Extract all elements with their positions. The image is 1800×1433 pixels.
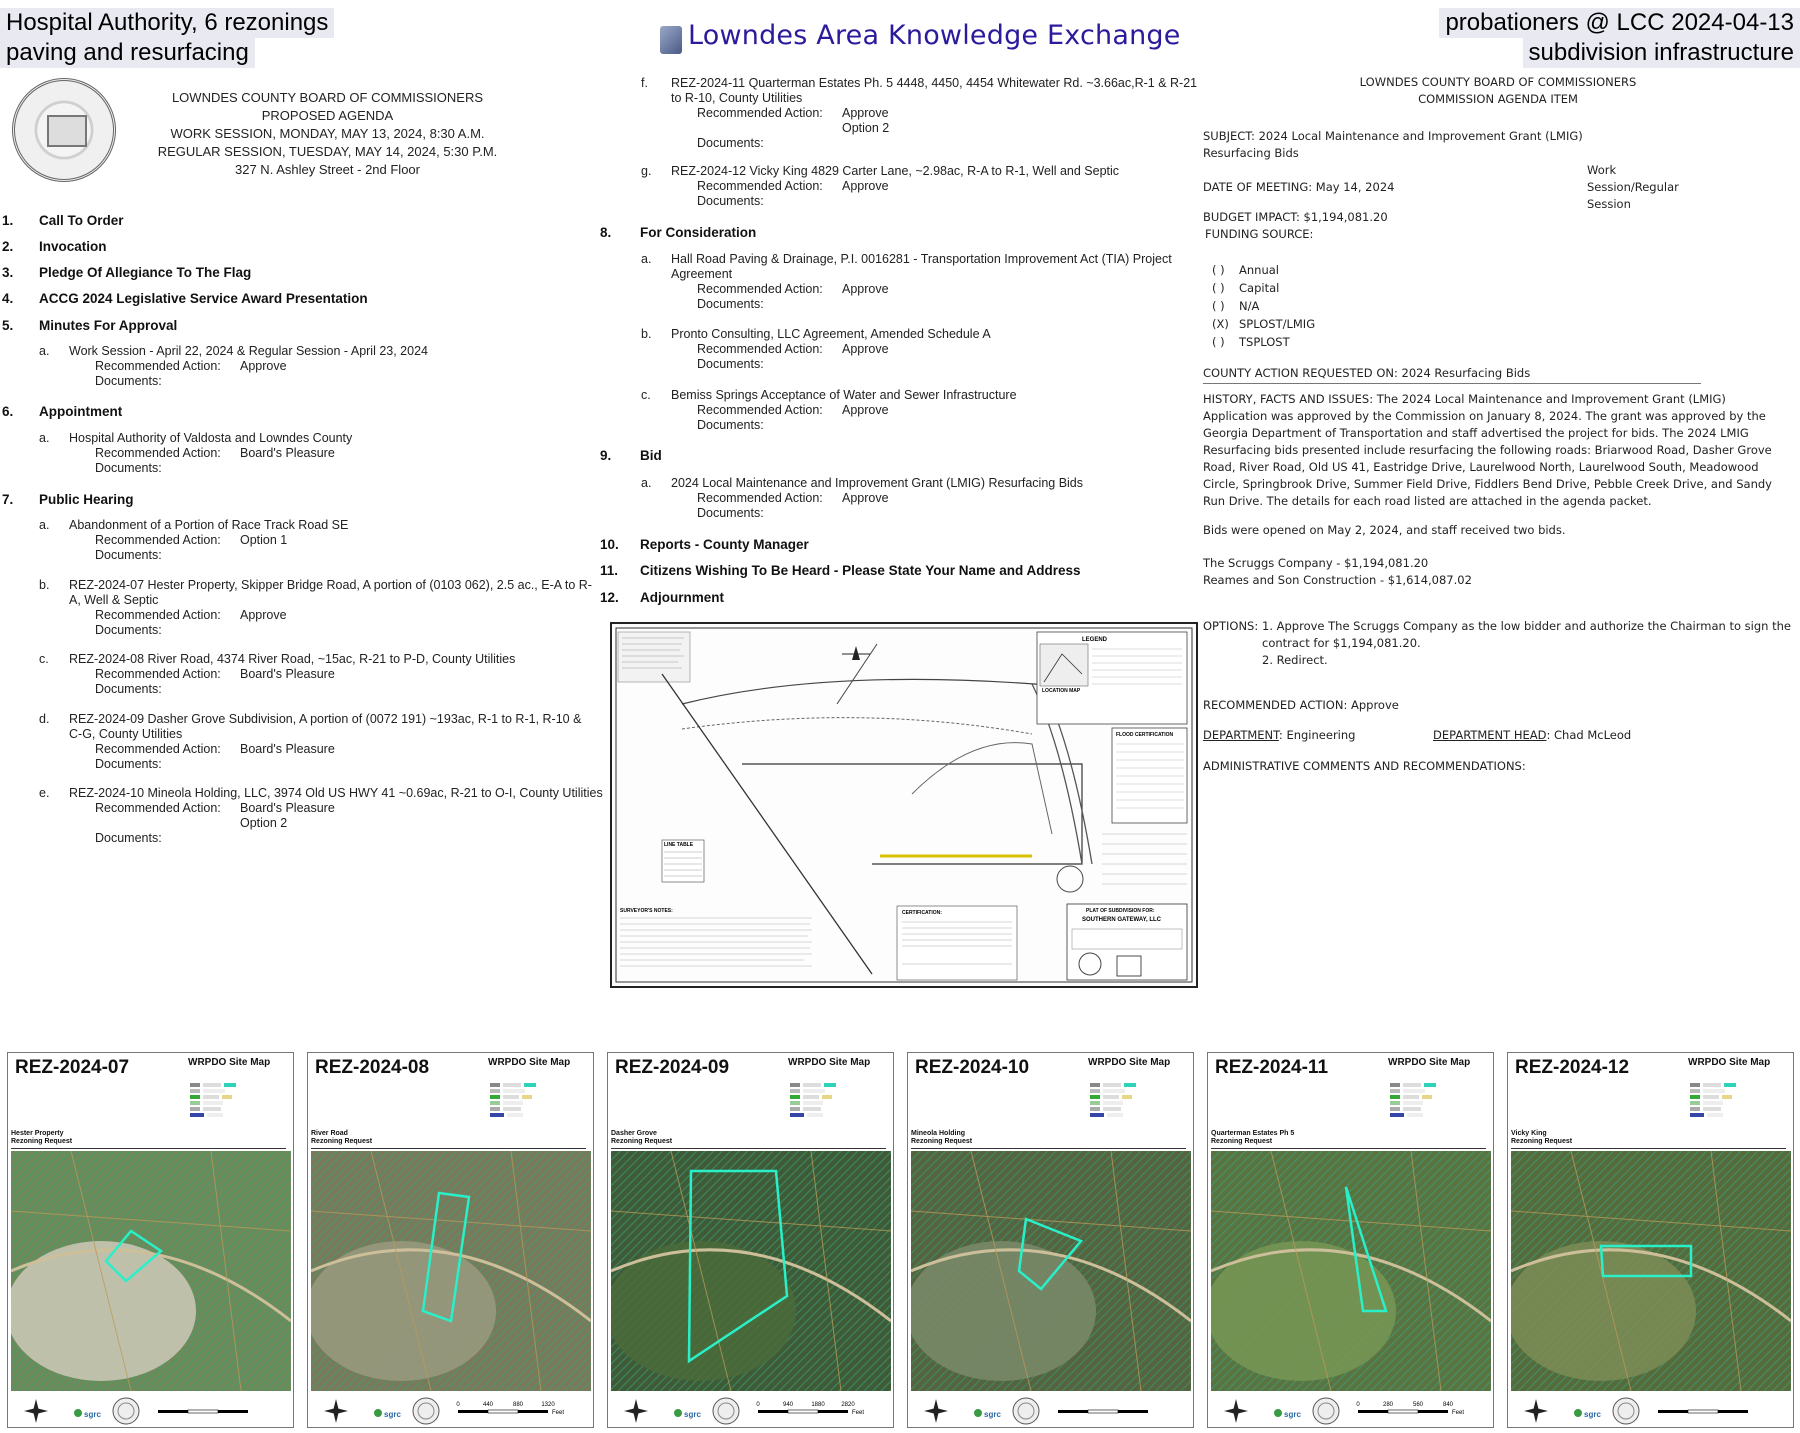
sgrc-logo-icon xyxy=(674,1409,701,1419)
rezoning-id: REZ-2024-08 xyxy=(315,1057,430,1078)
item-letter: c. xyxy=(641,388,651,402)
documents-label: Documents: xyxy=(697,136,764,150)
documents-label: Documents: xyxy=(95,682,162,696)
item-text: Work Session - April 22, 2024 & Regular Session - April 23, 2024 xyxy=(69,344,428,358)
documents-label: Documents: xyxy=(95,757,162,771)
north-arrow-icon xyxy=(1224,1399,1248,1423)
item-letter: a. xyxy=(641,252,652,266)
item-session: Work Session/Regular Session xyxy=(1587,163,1679,211)
rezoning-id: REZ-2024-07 xyxy=(15,1057,130,1078)
site-map-location: Quarterman Estates Ph 5 Rezoning Request xyxy=(1211,1130,1295,1145)
item-text: Pronto Consulting, LLC Agreement, Amended Schedule A xyxy=(671,327,991,341)
recommended-action-label: Recommended Action: xyxy=(95,446,221,460)
item-text: 2024 Local Maintenance and Improvement Grant (LMIG) Resurfacing Bids xyxy=(671,476,1084,490)
sgrc-logo-icon xyxy=(74,1409,101,1419)
sgrc-logo-icon xyxy=(374,1409,401,1419)
corner-top-left-2: paving and resurfacing xyxy=(0,38,255,68)
recommended-action-value: Option 1 xyxy=(240,533,288,547)
section-number: 3. xyxy=(2,265,14,280)
corner-top-right-2: subdivision infrastructure xyxy=(1523,38,1800,68)
item-header-line: LOWNDES COUNTY BOARD OF COMMISSIONERS xyxy=(1359,75,1637,89)
documents-label: Documents: xyxy=(95,374,162,388)
documents-label: Documents: xyxy=(95,461,162,475)
brand-header[interactable] xyxy=(660,20,1181,54)
recommended-action-label: Recommended Action: xyxy=(697,491,823,505)
section-title: Citizens Wishing To Be Heard - Please State Your Name and Address xyxy=(640,563,1081,578)
agenda-header-line: REGULAR SESSION, TUESDAY, MAY 14, 2024, 5:30 P.M. xyxy=(157,144,498,159)
department-head-value: : Chad McLeod xyxy=(1546,728,1632,742)
recommended-action-value: Approve xyxy=(842,179,889,193)
item-text: Hall Road Paving & Drainage, P.I. 0016281 - Transportation Improvement Act (TIA) Project Agreement xyxy=(671,252,1172,281)
aerial-map-image xyxy=(1511,1151,1791,1391)
plat-flood-label: FLOOD CERTIFICATION xyxy=(1116,732,1174,738)
section-number: 9. xyxy=(600,448,612,463)
item-letter: a. xyxy=(39,431,50,445)
svg-text:sgrc: sgrc xyxy=(1584,1410,1601,1419)
plat-owner-label: SOUTHERN GATEWAY, LLC xyxy=(1082,917,1162,923)
agenda-item[interactable] xyxy=(39,518,594,563)
scale-unit: Feet xyxy=(1452,1410,1465,1416)
county-seal-icon xyxy=(1613,1398,1639,1424)
section-number: 5. xyxy=(2,318,14,333)
section-title: Appointment xyxy=(39,404,123,419)
item-letter: d. xyxy=(39,712,50,726)
recommended-action-label: Recommended Action: xyxy=(95,742,221,756)
funding-option[interactable] xyxy=(1212,297,1315,315)
section-title: Bid xyxy=(640,448,662,463)
county-seal-icon xyxy=(12,78,116,182)
recommended-action-value: Approve xyxy=(240,608,287,622)
agenda-header-line: PROPOSED AGENDA xyxy=(261,108,394,123)
map-legend xyxy=(1090,1081,1186,1135)
plat-certification-label: CERTIFICATION: xyxy=(902,910,942,916)
brand-title: Lowndes Area Knowledge Exchange xyxy=(688,20,1181,51)
map-footer xyxy=(908,1393,1194,1428)
item-text: Bemiss Springs Acceptance of Water and Sewer Infrastructure xyxy=(671,388,1017,402)
item-bids-opened: Bids were opened on May 2, 2024, and staff received two bids. xyxy=(1203,523,1566,537)
section-number: 12. xyxy=(600,590,619,605)
scale-tick: 880 xyxy=(512,1402,524,1408)
agenda-item[interactable] xyxy=(39,786,609,846)
documents-label: Documents: xyxy=(697,194,764,208)
scale-tick: 940 xyxy=(782,1402,794,1408)
section-title: Call To Order xyxy=(39,213,124,228)
agenda-header xyxy=(150,89,505,179)
scale-tick: 280 xyxy=(1382,1402,1394,1408)
plat-drawing xyxy=(612,624,1196,986)
map-legend xyxy=(1390,1081,1486,1135)
department-head-label: DEPARTMENT HEAD xyxy=(1433,728,1547,742)
recommended-action-label: Recommended Action: xyxy=(697,106,823,120)
recommended-action-label: Recommended Action: xyxy=(95,667,221,681)
site-map-title: WRPDO Site Map xyxy=(1388,1057,1471,1068)
documents-label: Documents: xyxy=(95,623,162,637)
site-map-panel[interactable] xyxy=(1507,1052,1794,1428)
agenda-item[interactable] xyxy=(641,327,1191,372)
map-footer xyxy=(8,1393,294,1428)
recommended-action-label: Recommended Action: xyxy=(697,342,823,356)
documents-label: Documents: xyxy=(697,418,764,432)
county-seal-icon xyxy=(1313,1398,1339,1424)
recommended-action-value: Approve xyxy=(842,403,889,417)
documents-label: Documents: xyxy=(95,831,162,845)
scale-tick: 440 xyxy=(482,1402,494,1408)
map-legend xyxy=(490,1081,586,1135)
scale-bar xyxy=(1356,1402,1464,1416)
site-map-location: River Road Rezoning Request xyxy=(311,1130,373,1145)
item-subject: SUBJECT: 2024 Local Maintenance and Improvement Grant (LMIG) Resurfacing Bids xyxy=(1203,129,1583,160)
recommended-action-value: Board's Pleasure xyxy=(240,801,335,815)
scale-tick: 1320 xyxy=(541,1402,555,1408)
item-action-requested: COUNTY ACTION REQUESTED ON: 2024 Resurfacing Bids xyxy=(1203,365,1701,384)
site-map-panel[interactable] xyxy=(1207,1052,1494,1428)
item-text: REZ-2024-11 Quarterman Estates Ph. 5 4448, 4450, 4454 Whitewater Rd. ~3.66ac,R-1 & R-21 to R-10, County Utilities xyxy=(671,76,1198,105)
item-letter: a. xyxy=(641,476,652,490)
item-letter: a. xyxy=(39,344,50,358)
recommended-action-label: Recommended Action: xyxy=(95,533,221,547)
recommended-action-value: Approve xyxy=(842,282,889,296)
agenda-header-line: LOWNDES COUNTY BOARD OF COMMISSIONERS xyxy=(171,90,484,105)
agenda-item[interactable] xyxy=(39,578,594,638)
funding-checkbox[interactable]: ( ) xyxy=(1212,299,1225,313)
agenda-item[interactable] xyxy=(39,431,589,476)
svg-text:sgrc: sgrc xyxy=(984,1410,1001,1419)
item-text: REZ-2024-10 Mineola Holding, LLC, 3974 Old US HWY 41 ~0.69ac, R-21 to O-I, County Utilities xyxy=(69,786,603,800)
map-legend xyxy=(790,1081,886,1135)
item-department-head xyxy=(1433,727,1631,744)
scale-tick: 0 xyxy=(756,1402,760,1408)
recommended-action-value: Approve xyxy=(240,359,287,373)
rezoning-id: REZ-2024-09 xyxy=(615,1057,730,1078)
scale-bar xyxy=(756,1402,864,1416)
subdivision-plat-image xyxy=(610,622,1198,988)
map-legend xyxy=(1690,1081,1786,1135)
item-text: REZ-2024-12 Vicky King 4829 Carter Lane, ~2.98ac, R-A to R-1, Well and Septic xyxy=(671,164,1120,178)
department-value: : Engineering xyxy=(1278,728,1356,742)
recommended-action-label: Recommended Action: xyxy=(95,608,221,622)
site-map-title: WRPDO Site Map xyxy=(488,1057,571,1068)
documents-label: Documents: xyxy=(697,297,764,311)
item-recommended-action: RECOMMENDED ACTION: Approve xyxy=(1203,698,1399,712)
agenda-item[interactable] xyxy=(39,712,594,772)
scale-tick: 0 xyxy=(456,1402,460,1408)
recommended-action-value: Approve xyxy=(842,342,889,356)
north-arrow-icon xyxy=(24,1399,48,1423)
county-seal-icon xyxy=(113,1398,139,1424)
section-title: Adjournment xyxy=(640,590,724,605)
recommended-action-label: Recommended Action: xyxy=(95,359,221,373)
map-footer xyxy=(308,1393,594,1428)
recommended-action-value: Board's Pleasure xyxy=(240,667,335,681)
recommended-action-value: Option 2 xyxy=(842,121,890,135)
scale-tick: 840 xyxy=(1442,1402,1454,1408)
county-seal-icon xyxy=(713,1398,739,1424)
funding-option[interactable] xyxy=(1212,315,1315,333)
plat-legend-label: LEGEND xyxy=(1082,637,1108,643)
site-map-panel[interactable] xyxy=(307,1052,594,1428)
rezoning-id: REZ-2024-12 xyxy=(1515,1057,1630,1078)
item-text: Hospital Authority of Valdosta and Lowndes County xyxy=(69,431,353,445)
item-text: REZ-2024-08 River Road, 4374 River Road, ~15ac, R-21 to P-D, County Utilities xyxy=(69,652,516,666)
documents-label: Documents: xyxy=(95,548,162,562)
site-map-title: WRPDO Site Map xyxy=(1688,1057,1771,1068)
agenda-item[interactable] xyxy=(641,76,1201,151)
svg-text:sgrc: sgrc xyxy=(1284,1410,1301,1419)
map-footer xyxy=(1208,1393,1494,1428)
map-footer xyxy=(608,1393,894,1428)
item-history: HISTORY, FACTS AND ISSUES: The 2024 Local Maintenance and Improvement Grant (LMIG) Application was approved by the Commission on January 8, 2024. The grant was approved by the Georgia Department of Transportation and staff advertised the project for bids. The 2024 LMIG Resurfacing bids presented include resurfacing the following roads: Briarwood Road, Dasher Grove Road, River Road, Old US 41, Eastridge Drive, Laurelwood North, Laurelwood South, Meadowood Circle, Springbrook Drive, Summer Field Drive, Fiddlers Bend Drive, Pebble Creek Drive, and Sandy Run Drive. The details for each road listed are attached in the agenda packet. xyxy=(1203,392,1772,508)
section-number: 11. xyxy=(600,563,619,578)
plat-location-map-label: LOCATION MAP xyxy=(1042,688,1081,694)
section-number: 8. xyxy=(600,225,612,240)
map-footer xyxy=(1508,1393,1794,1428)
item-date: DATE OF MEETING: May 14, 2024 xyxy=(1203,180,1395,194)
aerial-map-image xyxy=(11,1151,291,1391)
funding-label: Annual xyxy=(1239,263,1279,277)
agenda-header-line: WORK SESSION, MONDAY, MAY 13, 2024, 8:30 A.M. xyxy=(170,126,485,141)
item-header xyxy=(1203,74,1793,108)
item-letter: e. xyxy=(39,786,50,800)
aerial-map-image xyxy=(1211,1151,1491,1391)
county-seal-icon xyxy=(1013,1398,1039,1424)
agenda-item[interactable] xyxy=(641,164,1201,209)
section-number: 6. xyxy=(2,404,14,419)
rezoning-id: REZ-2024-10 xyxy=(915,1057,1030,1078)
agenda-header-line: 327 N. Ashley Street - 2nd Floor xyxy=(235,162,420,177)
scale-bar xyxy=(456,1402,564,1416)
svg-text:sgrc: sgrc xyxy=(384,1410,401,1419)
section-number: 7. xyxy=(2,492,14,507)
agenda-item[interactable] xyxy=(39,344,589,389)
site-map-panel[interactable] xyxy=(907,1052,1194,1428)
item-text: REZ-2024-07 Hester Property, Skipper Bridge Road, A portion of (0103 062), 2.5 ac., E-A to R-A, Well & Septic xyxy=(69,578,592,607)
north-arrow-icon xyxy=(924,1399,948,1423)
recommended-action-label: Recommended Action: xyxy=(697,403,823,417)
scale-tick: 1880 xyxy=(811,1402,825,1408)
documents-label: Documents: xyxy=(697,506,764,520)
section-title: Pledge Of Allegiance To The Flag xyxy=(39,265,252,280)
section-title: Invocation xyxy=(39,239,107,254)
scale-tick: 0 xyxy=(1356,1402,1360,1408)
item-letter: b. xyxy=(641,327,652,341)
item-options xyxy=(1262,618,1792,669)
recommended-action-value: Option 2 xyxy=(240,816,288,830)
site-map-title: WRPDO Site Map xyxy=(1088,1057,1171,1068)
svg-text:sgrc: sgrc xyxy=(684,1410,701,1419)
section-title: Reports - County Manager xyxy=(640,537,809,552)
svg-text:sgrc: sgrc xyxy=(84,1410,101,1419)
item-budget: BUDGET IMPACT: $1,194,081.20 xyxy=(1203,210,1388,224)
plat-of-subdivision-label: PLAT OF SUBDIVISION FOR: xyxy=(1086,908,1155,914)
rezoning-id: REZ-2024-11 xyxy=(1215,1057,1329,1078)
funding-label: N/A xyxy=(1239,299,1260,313)
brand-logo-icon xyxy=(660,26,682,54)
section-title: ACCG 2024 Legislative Service Award Presentation xyxy=(39,291,368,306)
site-map-location: Mineola Holding Rezoning Request xyxy=(911,1130,973,1145)
north-arrow-icon xyxy=(1524,1399,1548,1423)
section-number: 10. xyxy=(600,537,619,552)
site-map-panel[interactable] xyxy=(607,1052,894,1428)
county-seal-icon xyxy=(413,1398,439,1424)
item-option: 1. Approve The Scruggs Company as the low bidder and authorize the Chairman to sign the contract for $1,194,081.20. xyxy=(1262,619,1791,650)
agenda-item[interactable] xyxy=(641,252,1191,312)
section-title: Minutes For Approval xyxy=(39,318,178,333)
scale-bar xyxy=(1058,1410,1148,1413)
map-legend xyxy=(190,1081,286,1135)
agenda-item[interactable] xyxy=(641,388,1191,433)
scale-bar xyxy=(158,1410,248,1413)
site-map-location: Dasher Grove Rezoning Request xyxy=(611,1130,673,1145)
funding-checkbox[interactable]: ( ) xyxy=(1212,335,1225,349)
item-admin-comments: ADMINISTRATIVE COMMENTS AND RECOMMENDATIONS: xyxy=(1203,759,1526,773)
item-department xyxy=(1203,727,1355,744)
recommended-action-value: Approve xyxy=(842,106,889,120)
department-label: DEPARTMENT xyxy=(1203,728,1279,742)
item-option: 2. Redirect. xyxy=(1262,653,1328,667)
aerial-map-image xyxy=(311,1151,591,1391)
plat-line-table-label: LINE TABLE xyxy=(664,842,694,848)
funding-list xyxy=(1212,261,1315,351)
item-text: Abandonment of a Portion of Race Track Road SE xyxy=(69,518,349,532)
aerial-map-image xyxy=(911,1151,1191,1391)
corner-top-right-1: probationers @ LCC 2024-04-13 xyxy=(1439,8,1800,38)
site-map-title: WRPDO Site Map xyxy=(788,1057,871,1068)
funding-label: TSPLOST xyxy=(1239,335,1290,349)
funding-option[interactable] xyxy=(1212,279,1315,297)
scale-tick: 2820 xyxy=(841,1402,855,1408)
scale-unit: Feet xyxy=(852,1410,865,1416)
sgrc-logo-icon xyxy=(1274,1409,1301,1419)
funding-label: SPLOST/LMIG xyxy=(1239,317,1316,331)
item-funding-label: FUNDING SOURCE: xyxy=(1205,227,1314,241)
corner-top-left-1: Hospital Authority, 6 rezonings xyxy=(0,8,334,38)
funding-checkbox[interactable]: ( ) xyxy=(1212,263,1225,277)
item-header-line: COMMISSION AGENDA ITEM xyxy=(1418,92,1578,106)
funding-checkbox[interactable]: ( ) xyxy=(1212,281,1225,295)
item-bid-2: Reames and Son Construction - $1,614,087.02 xyxy=(1203,573,1472,587)
funding-checkbox[interactable]: (X) xyxy=(1212,317,1229,331)
aerial-map-image xyxy=(611,1151,891,1391)
recommended-action-value: Board's Pleasure xyxy=(240,742,335,756)
agenda-item[interactable] xyxy=(641,476,1191,521)
north-arrow-icon xyxy=(324,1399,348,1423)
scale-unit: Feet xyxy=(552,1410,565,1416)
item-letter: b. xyxy=(39,578,50,592)
section-number: 4. xyxy=(2,291,14,306)
funding-option[interactable] xyxy=(1212,333,1315,351)
recommended-action-value: Approve xyxy=(842,491,889,505)
scale-bar xyxy=(1658,1410,1748,1413)
agenda-item[interactable] xyxy=(39,652,594,697)
north-arrow-icon xyxy=(624,1399,648,1423)
site-map-panel[interactable] xyxy=(7,1052,294,1428)
item-options-label: OPTIONS: xyxy=(1203,619,1259,633)
item-bid-1: The Scruggs Company - $1,194,081.20 xyxy=(1203,556,1429,570)
funding-label: Capital xyxy=(1239,281,1280,295)
recommended-action-label: Recommended Action: xyxy=(697,282,823,296)
section-title: Public Hearing xyxy=(39,492,134,507)
site-map-location: Hester Property Rezoning Request xyxy=(11,1130,73,1145)
sgrc-logo-icon xyxy=(1574,1409,1601,1419)
section-number: 1. xyxy=(2,213,14,228)
documents-label: Documents: xyxy=(697,357,764,371)
recommended-action-value: Board's Pleasure xyxy=(240,446,335,460)
item-letter: a. xyxy=(39,518,50,532)
section-number: 2. xyxy=(2,239,14,254)
site-map-location: Vicky King Rezoning Request xyxy=(1511,1130,1573,1145)
section-title: For Consideration xyxy=(640,225,757,240)
item-letter: c. xyxy=(39,652,49,666)
item-letter: g. xyxy=(641,164,652,178)
funding-option[interactable] xyxy=(1212,261,1315,279)
recommended-action-label: Recommended Action: xyxy=(95,801,221,815)
plat-surveyor-label: SURVEYOR'S NOTES: xyxy=(620,908,673,914)
site-map-title: WRPDO Site Map xyxy=(188,1057,271,1068)
scale-tick: 560 xyxy=(1412,1402,1424,1408)
recommended-action-label: Recommended Action: xyxy=(697,179,823,193)
item-letter: f. xyxy=(641,76,648,90)
item-text: REZ-2024-09 Dasher Grove Subdivision, A portion of (0072 191) ~193ac, R-1 to R-1, R-10 & C-G, County Utilities xyxy=(69,712,582,741)
sgrc-logo-icon xyxy=(974,1409,1001,1419)
